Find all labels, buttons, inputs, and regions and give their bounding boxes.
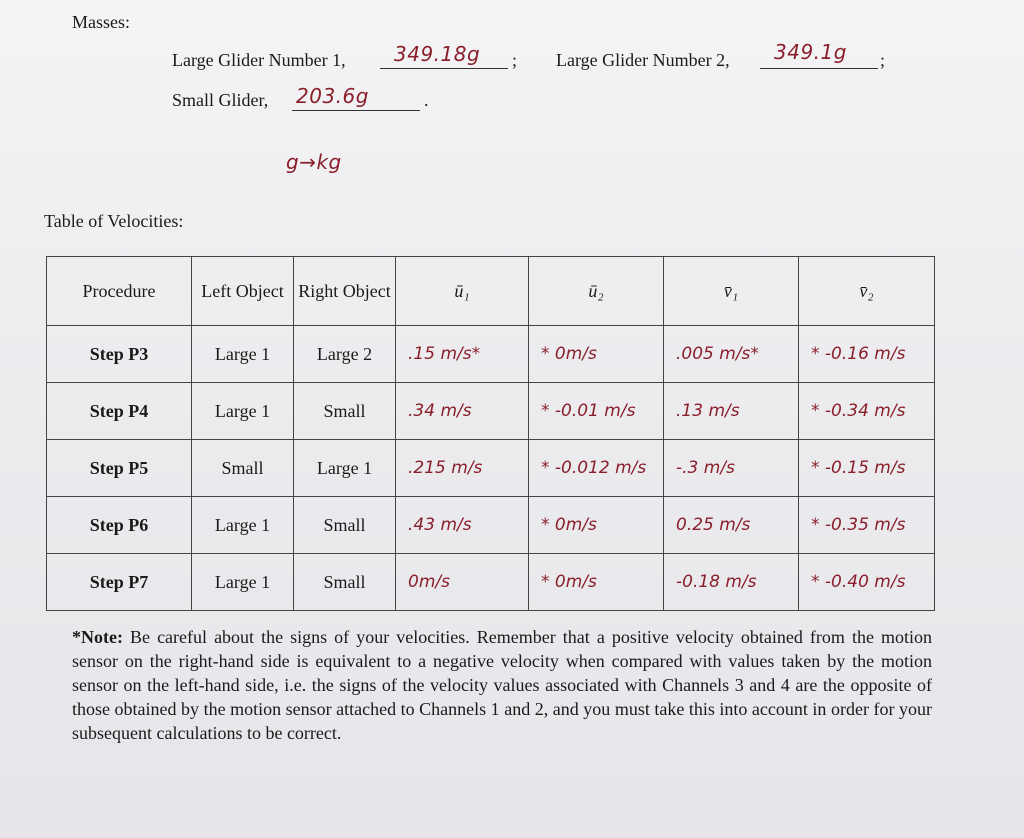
cell-u1[interactable]: .43 m/s [396,497,529,554]
row-left-object: Large 1 [192,383,294,440]
note-paragraph [72,625,932,745]
row-right-object: Large 1 [294,440,396,497]
cell-u1[interactable]: 0m/s [396,554,529,611]
cell-v2[interactable]: * -0.15 m/s [799,440,935,497]
cell-u1[interactable]: .215 m/s [396,440,529,497]
cell-v1[interactable]: .13 m/s [664,383,799,440]
small-glider-field[interactable] [292,86,420,111]
row-procedure: Step P6 [47,497,192,554]
cell-u1[interactable]: .34 m/s [396,383,529,440]
small-glider-value: 203.6g [296,84,369,108]
cell-u1[interactable]: .15 m/s* [396,326,529,383]
semicolon: ; [512,50,518,70]
cell-v1[interactable]: .005 m/s* [664,326,799,383]
large-glider-1-field[interactable] [380,42,508,69]
large-glider-2-label: Large Glider Number 2, [556,50,730,70]
cell-u2[interactable]: * -0.01 m/s [529,383,664,440]
header-v2: v̄₂ [799,257,935,326]
cell-u2[interactable]: * 0m/s [529,497,664,554]
row-procedure: Step P3 [47,326,192,383]
row-left-object: Large 1 [192,554,294,611]
header-right-object: Right Object [294,257,396,326]
cell-v1[interactable]: 0.25 m/s [664,497,799,554]
table-header-row [47,257,935,326]
cell-v2[interactable]: * -0.16 m/s [799,326,935,383]
row-procedure: Step P5 [47,440,192,497]
header-procedure: Procedure [47,257,192,326]
row-left-object: Small [192,440,294,497]
cell-u2[interactable]: * -0.012 m/s [529,440,664,497]
table-row [47,383,935,440]
table-heading: Table of Velocities: [44,211,184,231]
table-row [47,497,935,554]
row-procedure: Step P7 [47,554,192,611]
header-v1: v̄₁ [664,257,799,326]
small-glider-label: Small Glider, [172,90,269,110]
table-row [47,440,935,497]
note-text: Be careful about the signs of your velocities. Remember that a positive velocity obtained from the motion sensor on the right-hand side is equivalent to a negative velocity when compared with values taken by the motion sensor on the left-hand side, i.e. the signs of the velocity values associated with Channels 3 and 4 are the opposite of those obtained by the motion sensor attached to Channels 1 and 2, and you must take this into account in order for your subsequent calculations to be correct. [72,627,932,743]
table-row [47,554,935,611]
row-left-object: Large 1 [192,326,294,383]
row-right-object: Small [294,383,396,440]
cell-v2[interactable]: * -0.40 m/s [799,554,935,611]
cell-u2[interactable]: * 0m/s [529,554,664,611]
semicolon: ; [880,50,886,70]
large-glider-1-value: 349.18g [394,42,481,66]
row-right-object: Large 2 [294,326,396,383]
table-row [47,326,935,383]
period: . [424,90,429,110]
velocity-table [46,256,935,611]
large-glider-2-value: 349.1g [774,40,847,64]
unit-conversion-note: g→kg [286,150,342,174]
row-right-object: Small [294,497,396,554]
cell-u2[interactable]: * 0m/s [529,326,664,383]
cell-v1[interactable]: -0.18 m/s [664,554,799,611]
row-procedure: Step P4 [47,383,192,440]
cell-v2[interactable]: * -0.35 m/s [799,497,935,554]
row-right-object: Small [294,554,396,611]
large-glider-2-field[interactable] [760,40,878,69]
header-u1: ū₁ [396,257,529,326]
note-label: *Note: [72,627,123,647]
header-left-object: Left Object [192,257,294,326]
cell-v1[interactable]: -.3 m/s [664,440,799,497]
row-left-object: Large 1 [192,497,294,554]
header-u2: ū₂ [529,257,664,326]
cell-v2[interactable]: * -0.34 m/s [799,383,935,440]
large-glider-1-label: Large Glider Number 1, [172,50,346,70]
masses-heading: Masses: [72,12,130,32]
